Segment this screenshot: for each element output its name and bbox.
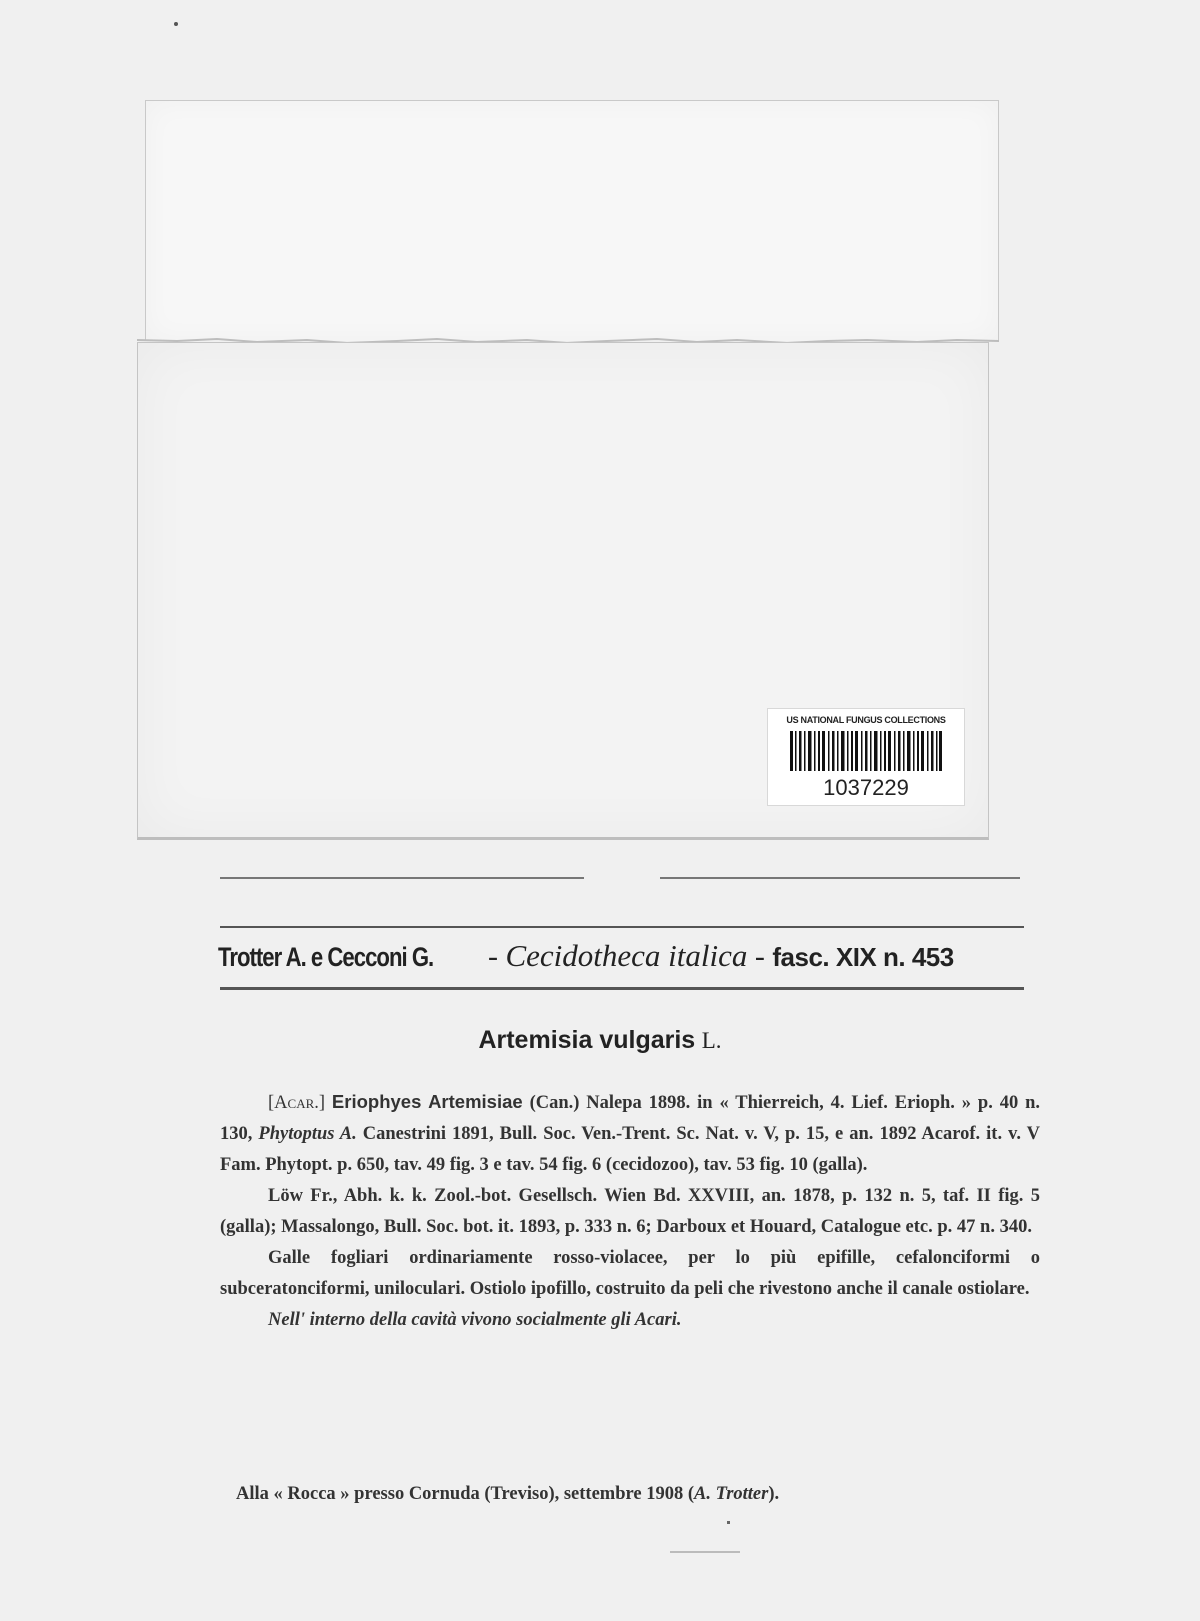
header-authors: Trotter A. e Cecconi G. bbox=[218, 942, 434, 972]
specimen-speck bbox=[174, 22, 178, 26]
synonym: Phytoptus A. bbox=[258, 1124, 357, 1144]
paragraph-literature: Löw Fr., Abh. k. k. Zool.-bot. Gesellsch. Wien Bd. XXVIII, an. 1878, p. 132 n. 5, taf. II fig. 5 (galla); Massalongo, Bull. Soc. bot. it. 1893, p. 333 n. 6; Darboux et Houard, Catalogue etc. p. 47 n. 340. bbox=[220, 1186, 1040, 1237]
header-fascicle: fasc. XIX n. 453 bbox=[772, 942, 954, 972]
specimen-envelope bbox=[137, 100, 997, 836]
locality-close: ). bbox=[768, 1484, 780, 1504]
paragraph-description: Galle fogliari ordinariamente rosso-violacee, per lo più epifille, cefalonciformi o subceratonciformi, uniloculari. Ostiolo ipofillo, costruito da peli che rivestono anche il canale ostiolare. bbox=[220, 1248, 1040, 1299]
locality-line bbox=[236, 1484, 1046, 1505]
taxon-name: Eriophyes Artemisiae bbox=[331, 1091, 523, 1112]
label-body bbox=[220, 1086, 1040, 1336]
species-author: L. bbox=[701, 1028, 722, 1053]
class-tag: [Acar.] bbox=[268, 1093, 326, 1113]
label-header bbox=[218, 938, 1028, 982]
species-name: Artemisia vulgaris bbox=[478, 1026, 696, 1054]
barcode-institution: US NATIONAL FUNGUS COLLECTIONS bbox=[786, 715, 946, 725]
paragraph-cecidozoon-text: (Can.) Nalepa 1898. in « Thierreich, 4. Lief. Erioph. » p. 40 n. 130, bbox=[220, 1093, 1040, 1144]
separator-rule-right bbox=[660, 877, 1020, 879]
header-rule-bottom bbox=[220, 987, 1024, 990]
collector: A. Trotter bbox=[694, 1484, 769, 1504]
bottom-dot bbox=[727, 1521, 730, 1524]
header-rule-top bbox=[220, 926, 1024, 928]
bottom-rule bbox=[670, 1551, 740, 1553]
paragraph-cecidozoon-text-2: Canestrini 1891, Bull. Soc. Ven.-Trent. Sc. Nat. v. V, p. 15, e an. 1892 Acarof. it. v. V Fam. Phytopt. p. 650, tav. 49 fig. 3 e tav. 54 fig. 6 (cecidozoo), tav. 53 fig. 10 (galla). bbox=[220, 1124, 1040, 1175]
locality-text: Alla « Rocca » presso Cornuda (Treviso), settembre 1908 ( bbox=[236, 1484, 694, 1504]
header-separator-2: - bbox=[747, 940, 773, 973]
paragraph-cecidozoon bbox=[220, 1086, 1040, 1181]
header-separator-1: - bbox=[480, 940, 506, 973]
barcode-number: 1037229 bbox=[823, 775, 909, 800]
header-work-title: Cecidotheca italica bbox=[505, 938, 748, 973]
paragraph-note bbox=[220, 1305, 1040, 1336]
note-text: Nell' interno della cavità vivono socialmente gli Acari. bbox=[268, 1310, 682, 1330]
barcode-bars bbox=[790, 731, 942, 771]
envelope-flap bbox=[145, 100, 999, 341]
species-title bbox=[0, 1025, 1200, 1055]
separator-rule-left bbox=[220, 877, 584, 879]
barcode-label bbox=[767, 708, 965, 806]
